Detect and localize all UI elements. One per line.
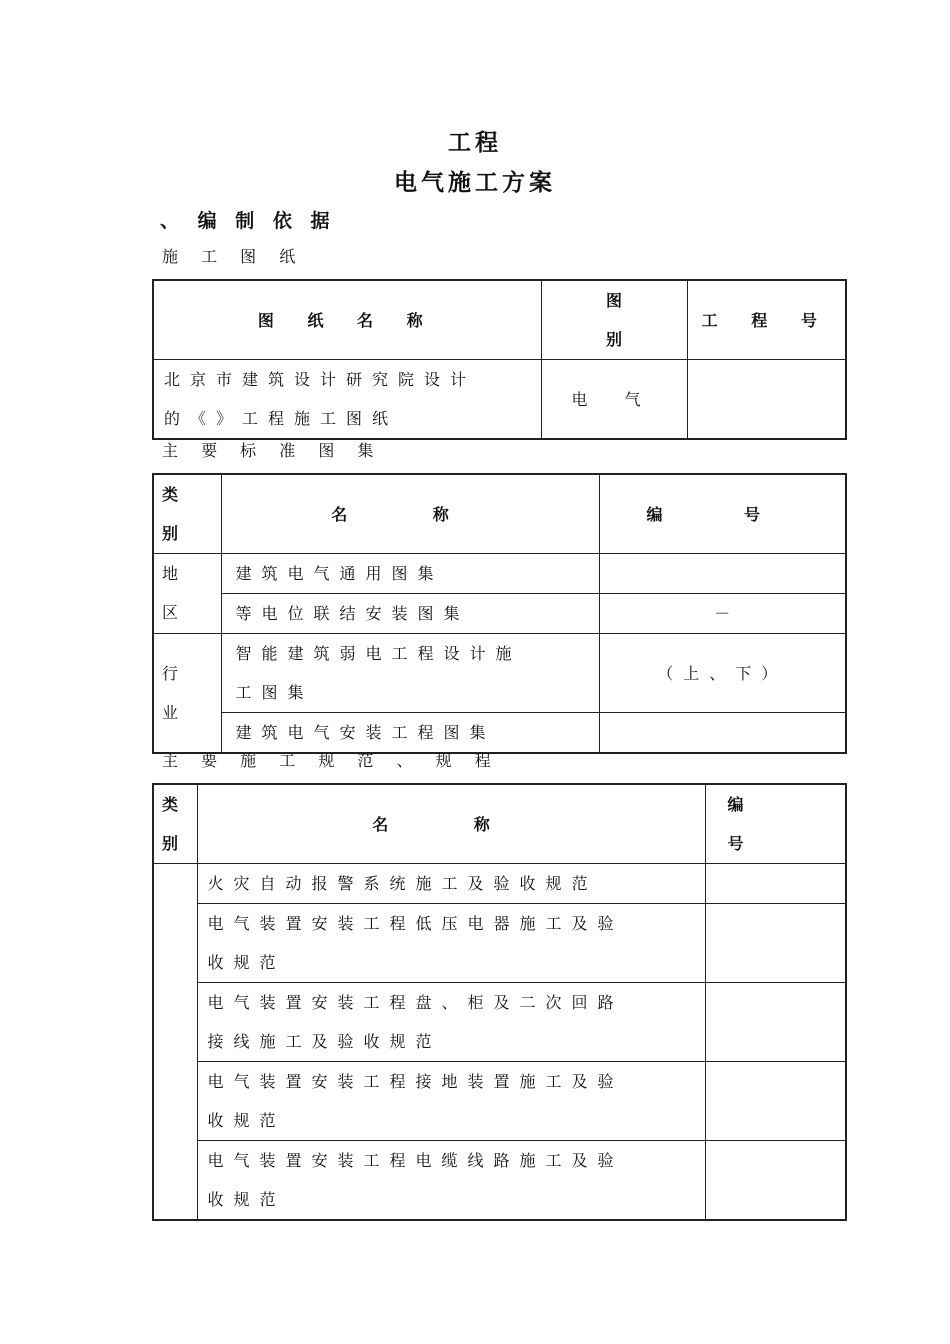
code-number-cell (705, 904, 846, 983)
category-cell: 地 区 (153, 554, 221, 634)
atlas-name-cell: 等电位联结安装图集 (221, 594, 599, 634)
header-name: 名 称 (221, 474, 599, 554)
code-name-cell: 电气装置安装工程电缆线路施工及验 收规范 (197, 1141, 705, 1221)
category-cell (153, 864, 197, 1221)
atlas-name-cell: 建筑电气通用图集 (221, 554, 599, 594)
code-name-cell: 电气装置安装工程低压电器施工及验 收规范 (197, 904, 705, 983)
header-category: 类 别 (153, 474, 221, 554)
drawing-type-cell: 电 气 (541, 360, 687, 440)
atlas-number-cell (599, 554, 846, 594)
table-row (153, 360, 846, 440)
header-name: 名 称 (197, 784, 705, 864)
table-header-row (153, 784, 846, 864)
code-number-cell (705, 983, 846, 1062)
table-row (153, 904, 846, 983)
atlas-name-cell: 智能建筑弱电工程设计施 工图集 (221, 634, 599, 713)
table-row (153, 983, 846, 1062)
header-category: 类 别 (153, 784, 197, 864)
table-header-row (153, 280, 846, 360)
header-number: 编 号 (599, 474, 846, 554)
code-number-cell (705, 1062, 846, 1141)
table-header-row (153, 474, 846, 554)
code-name-cell: 火灾自动报警系统施工及验收规范 (197, 864, 705, 904)
drawing-name-cell: 北京市建筑设计研究院设计 的《》工程施工图纸 (153, 360, 541, 440)
atlas-number-cell: （上、下） (599, 634, 846, 713)
atlases-subheading: 主 要 标 准 图 集 (162, 441, 383, 460)
code-name-cell: 电气装置安装工程盘、柜及二次回路 接线施工及验收规范 (197, 983, 705, 1062)
table-row (153, 594, 846, 634)
table-row (153, 554, 846, 594)
project-number-cell (687, 360, 846, 440)
header-drawing-type: 图 别 (541, 280, 687, 360)
atlas-number-cell (599, 713, 846, 754)
codes-subheading: 主 要 施 工 规 范 、 规 程 (162, 751, 500, 770)
code-name-cell: 电气装置安装工程接地装置施工及验 收规范 (197, 1062, 705, 1141)
drawings-subheading: 施 工 图 纸 (162, 247, 305, 266)
atlas-name-cell: 建筑电气安装工程图集 (221, 713, 599, 754)
document-subtitle: 电气施工方案 (394, 170, 556, 196)
table-row (153, 1062, 846, 1141)
document-title: 工程 (448, 130, 502, 156)
atlas-number-cell: － (599, 594, 846, 634)
table-row (153, 634, 846, 713)
codes-table (152, 783, 847, 1221)
code-number-cell (705, 1141, 846, 1221)
table-row (153, 713, 846, 754)
code-number-cell (705, 864, 846, 904)
header-drawing-name: 图 纸 名 称 (153, 280, 541, 360)
table-row (153, 1141, 846, 1221)
drawings-table (152, 279, 847, 440)
atlases-table (152, 473, 847, 754)
section-heading: 、 编 制 依 据 (160, 210, 336, 232)
table-row (153, 864, 846, 904)
header-project-number: 工 程 号 (687, 280, 846, 360)
category-cell: 行 业 (153, 634, 221, 754)
header-number: 编 号 (705, 784, 846, 864)
